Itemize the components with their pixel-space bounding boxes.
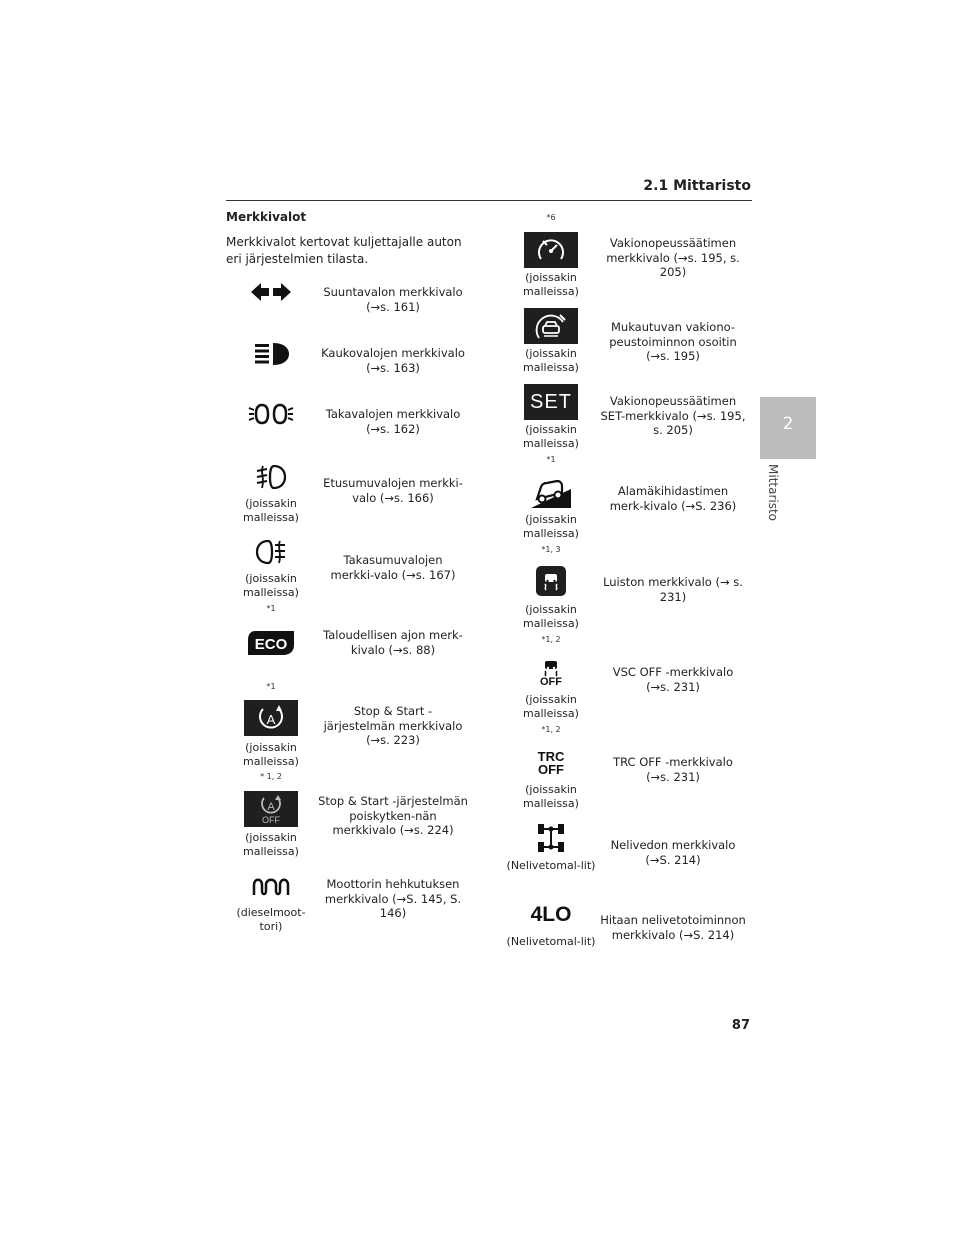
chapter-label <box>760 462 784 532</box>
desc-high-beam: Kaukovalojen merkkivalo (→s. 163) <box>321 346 465 375</box>
note-slip: (joissakin malleissa) <box>523 603 579 630</box>
desc-four-wheel-drive: Nelivedon merkkivalo (→S. 214) <box>610 838 736 867</box>
stop-start-icon <box>244 700 298 736</box>
svg-text:A: A <box>266 712 276 727</box>
note-cruise-set: (joissakin malleissa) <box>523 423 579 450</box>
glow-plug-icon <box>249 872 293 900</box>
desc-cruise: Vakionopeussäätimen merkkivalo (→s. 195, s. 205) <box>606 236 740 279</box>
rear-fog-icon <box>253 537 289 567</box>
note-low-range: (Nelivetomal-lit) <box>506 935 596 948</box>
chapter-number: 2 <box>782 414 794 434</box>
eco-icon <box>247 630 295 656</box>
desc-vsc-off: VSC OFF -merkkivalo (→s. 231) <box>612 665 734 694</box>
front-fog-icon <box>253 462 289 492</box>
tail-light-icon <box>244 400 298 428</box>
desc-downhill-assist: Alamäkihidastimen merk-kivalo (→S. 236) <box>609 484 737 513</box>
note-cruise: (joissakin malleissa) <box>523 271 579 298</box>
desc-slip: Luiston merkkivalo (→ s. 231) <box>603 575 743 604</box>
note-glow-plug: (dieselmoot-tori) <box>236 906 306 933</box>
footnote-stop-start-pre: *1 <box>266 682 276 691</box>
section-title: Merkkivalot <box>226 210 307 224</box>
cruise-control-icon <box>524 232 578 268</box>
vsc-off-label: OFF <box>540 675 562 688</box>
downhill-assist-icon <box>528 474 574 510</box>
desc-front-fog: Etusumuvalojen merkki-valo (→s. 166) <box>323 476 463 505</box>
svg-text:A: A <box>267 800 275 813</box>
desc-stop-start-off: Stop & Start -järjestelmän poiskytken-nän merkkivalo (→s. 224) <box>318 794 468 837</box>
desc-trc-off: TRC OFF -merkkivalo (→s. 231) <box>613 755 733 784</box>
note-rear-fog: (joissakin malleissa) <box>243 572 299 599</box>
low-range-label: 4LO <box>530 903 572 926</box>
desc-tail-light: Takavalojen merkkivalo (→s. 162) <box>325 407 461 436</box>
desc-low-range: Hitaan nelivetotoiminnon merkkivalo (→S. 214) <box>600 913 746 942</box>
desc-glow-plug: Moottorin hehkutuksen merkkivalo (→S. 145, S. 146) <box>324 877 462 920</box>
note-trc-off: (joissakin malleissa) <box>523 783 579 810</box>
header-divider <box>226 200 752 201</box>
desc-adaptive-cruise: Mukautuvan vakiono-peustoiminnon osoitin (→s. 195) <box>609 320 737 363</box>
vsc-off-icon <box>536 656 566 690</box>
footnote-stop-start: * 1, 2 <box>260 772 282 781</box>
turn-signal-arrows-icon <box>246 280 296 304</box>
note-stop-start: (joissakin malleissa) <box>243 741 299 768</box>
footnote-downhill-assist: *1, 3 <box>541 545 561 554</box>
chapter-label-text: Mittaristo <box>766 464 780 522</box>
section-intro: Merkkivalot kertovat kuljettajalle auton eri järjestelmien tilasta. <box>226 235 462 266</box>
eco-label: ECO <box>254 636 288 653</box>
footnote-slip: *1, 2 <box>541 635 561 644</box>
note-four-wheel-drive: (Nelivetomal-lit) <box>506 859 596 872</box>
cruise-set-label: SET <box>530 390 572 413</box>
footnote-rear-fog: *1 <box>266 604 276 613</box>
footnote-cruise-set: *1 <box>546 455 556 464</box>
note-adaptive-cruise: (joissakin malleissa) <box>523 347 579 374</box>
trc-label: TRC <box>537 749 565 764</box>
trc-off-label: OFF <box>538 762 564 777</box>
footnote-vsc-off: *1, 2 <box>541 725 561 734</box>
footnote-cruise-pre: *6 <box>546 213 556 222</box>
trc-off-icon <box>530 748 572 778</box>
desc-cruise-set: Vakionopeussäätimen SET-merkkivalo (→s. 195, s. 205) <box>600 394 746 437</box>
note-downhill-assist: (joissakin malleissa) <box>523 513 579 540</box>
cruise-set-icon <box>524 384 578 420</box>
page-header-title: 2.1 Mittaristo <box>643 178 751 194</box>
low-range-icon <box>524 900 578 930</box>
desc-stop-start: Stop & Start -järjestelmän merkkivalo (→s. 223) <box>323 704 463 747</box>
desc-eco: Taloudellisen ajon merk-kivalo (→s. 88) <box>323 628 463 657</box>
stop-start-off-label: OFF <box>262 814 280 825</box>
desc-rear-fog: Takasumuvalojen merkki-valo (→s. 167) <box>330 553 456 582</box>
note-front-fog: (joissakin malleissa) <box>243 497 299 524</box>
note-vsc-off: (joissakin malleissa) <box>523 693 579 720</box>
page-number: 87 <box>731 1018 750 1033</box>
high-beam-icon <box>246 340 296 368</box>
four-wheel-drive-icon <box>534 821 568 855</box>
desc-turn-signal: Suuntavalon merkkivalo (→s. 161) <box>323 285 463 314</box>
stop-start-off-icon <box>244 791 298 827</box>
note-stop-start-off: (joissakin malleissa) <box>243 831 299 858</box>
slip-indicator-icon <box>536 566 566 596</box>
adaptive-cruise-icon <box>524 308 578 344</box>
